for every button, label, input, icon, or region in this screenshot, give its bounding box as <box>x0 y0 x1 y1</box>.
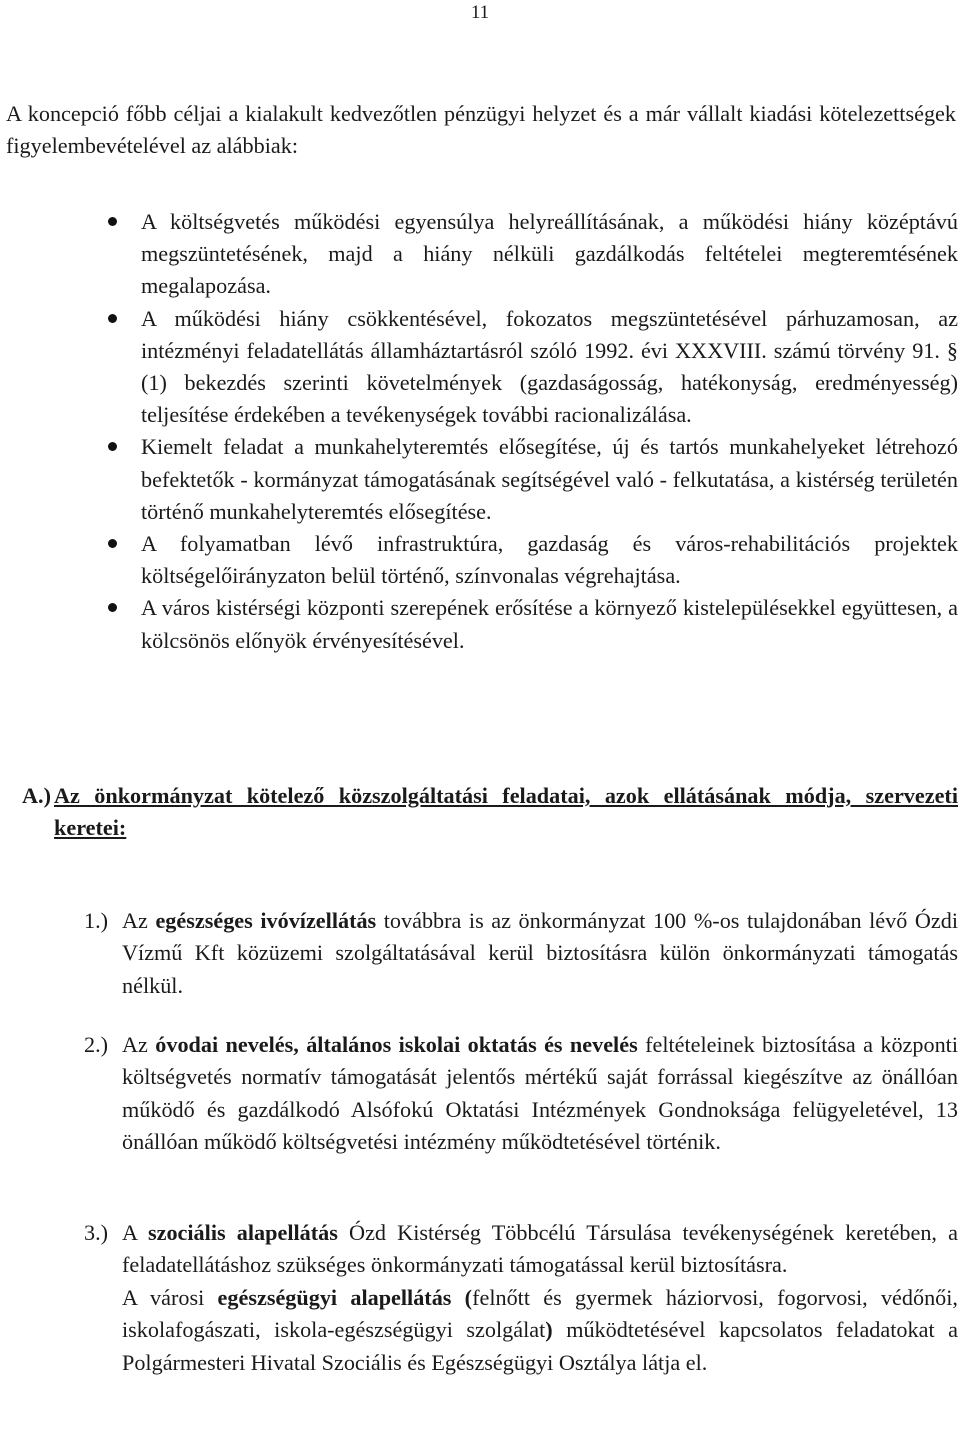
bullet-item <box>0 592 960 656</box>
item-content <box>122 905 958 1002</box>
goals-bullet-list <box>0 206 960 657</box>
bullet-text: A költségvetés működési egyensúlya helyreállításának, a működési hiány középtávú megszüntetésének, majd a hiány nélküli gazdálkodás feltételei megteremtésének megalapozása. <box>141 209 958 299</box>
item-text: Az <box>122 1032 156 1057</box>
item-text: felnőtt és gyermek háziorvosi, fogorvosi, védőnői, iskolafogászati, iskola-egészségügyi szolgálat <box>122 1284 958 1343</box>
item-content <box>122 1029 958 1159</box>
item-bold-text: ) <box>545 1317 553 1343</box>
item-content <box>122 1217 958 1379</box>
item-bold-text: ivóvízellátás <box>260 908 377 933</box>
bullet-item <box>0 303 960 432</box>
item-paragraph <box>122 1282 958 1379</box>
bullet-text: A működési hiány csökkentésével, fokozatos megszüntetésével párhuzamosan, az intézményi feladatellátás államháztartásról szóló 1992. évi XXXVIII. számú törvény 91. § (1) bekezdés szerinti követelmények (gazdaságosság, hatékonyság, eredményesség) teljesítése érdekében a tevékenységek további racionalizálása. <box>141 305 958 428</box>
bullet-item <box>0 528 960 592</box>
item-text: továbbra is az önkormányzat 100 %-os tulajdonában lévő Ózdi Vízmű Kft közüzemi szolgáltatásával kerül biztosításra külön önkormányzati támogatás nélkül. <box>122 908 959 998</box>
item-bold-text: egészséges <box>155 908 253 933</box>
bullet-item <box>0 431 960 528</box>
bullet-icon <box>108 442 117 451</box>
item-number: 3.) <box>84 1220 109 1245</box>
item-bold-text: egészségügyi alapellátás ( <box>217 1284 473 1310</box>
page-number: 11 <box>470 2 490 23</box>
item-paragraph <box>122 1217 958 1282</box>
bullet-icon <box>108 603 117 612</box>
item-bold-text: óvodai nevelés, általános iskolai oktatás és nevelés <box>155 1032 638 1057</box>
bullet-icon <box>108 217 117 226</box>
item-number: 1.) <box>84 908 109 933</box>
bullet-text: A város kistérségi központi szerepének erősítése a környező kistelepülésekkel együttesen, a kölcsönös előnyök érvényesítésével. <box>141 595 958 653</box>
section-marker: A.) <box>22 783 51 808</box>
bullet-icon <box>108 539 117 548</box>
item-bold-text: szociális alapellátás <box>147 1220 338 1245</box>
item-text: feltételeinek biztosítása a központi költségvetés normatív támogatását jelentős mértékű saját forrással kiegészítve az önállóan működő és gazdálkodó Alsófokú Oktatási Intézmények Gondnoksága felügyeletével, 13 önállóan működő költségvetési intézmény működtetésével történik. <box>122 1032 959 1155</box>
item-text: Ózd Kistérség Többcélú Társulása tevékenységének keretében, a feladatellátáshoz szükséges önkormányzati támogatással kerül biztosításra. <box>122 1220 958 1278</box>
item-text: A <box>122 1220 148 1245</box>
section-title: Az önkormányzat kötelező közszolgáltatási feladatai, azok ellátásának módja, szervezeti keretei: <box>54 783 958 840</box>
item-text: működtetésével kapcsolatos feladatokat a Polgármesteri Hivatal Szociális és Egészségügyi Osztálya látja el. <box>122 1317 958 1375</box>
intro-paragraph: A koncepció főbb céljai a kialakult kedvezőtlen pénzügyi helyzet és a már vállalt kiadási kötelezettségek figyelembevételével az alábbiak: <box>6 101 956 158</box>
bullet-text: Kiemelt feladat a munkahelyteremtés elősegítése, új és tartós munkahelyeket létrehozó befektetők - kormányzat támogatásának segítségével való - felkutatása, a kistérség területén történő munkahelyteremtés elősegítése. <box>141 434 958 524</box>
item-number: 2.) <box>84 1032 109 1057</box>
bullet-text: A folyamatban lévő infrastruktúra, gazdaság és város-rehabilitációs projektek költségelőirányzaton belül történő, színvonalas végrehajtása. <box>141 531 958 589</box>
bullet-item <box>0 206 960 303</box>
item-text: Az <box>122 908 156 933</box>
bullet-icon <box>108 314 117 323</box>
item-text: A városi <box>122 1284 218 1310</box>
